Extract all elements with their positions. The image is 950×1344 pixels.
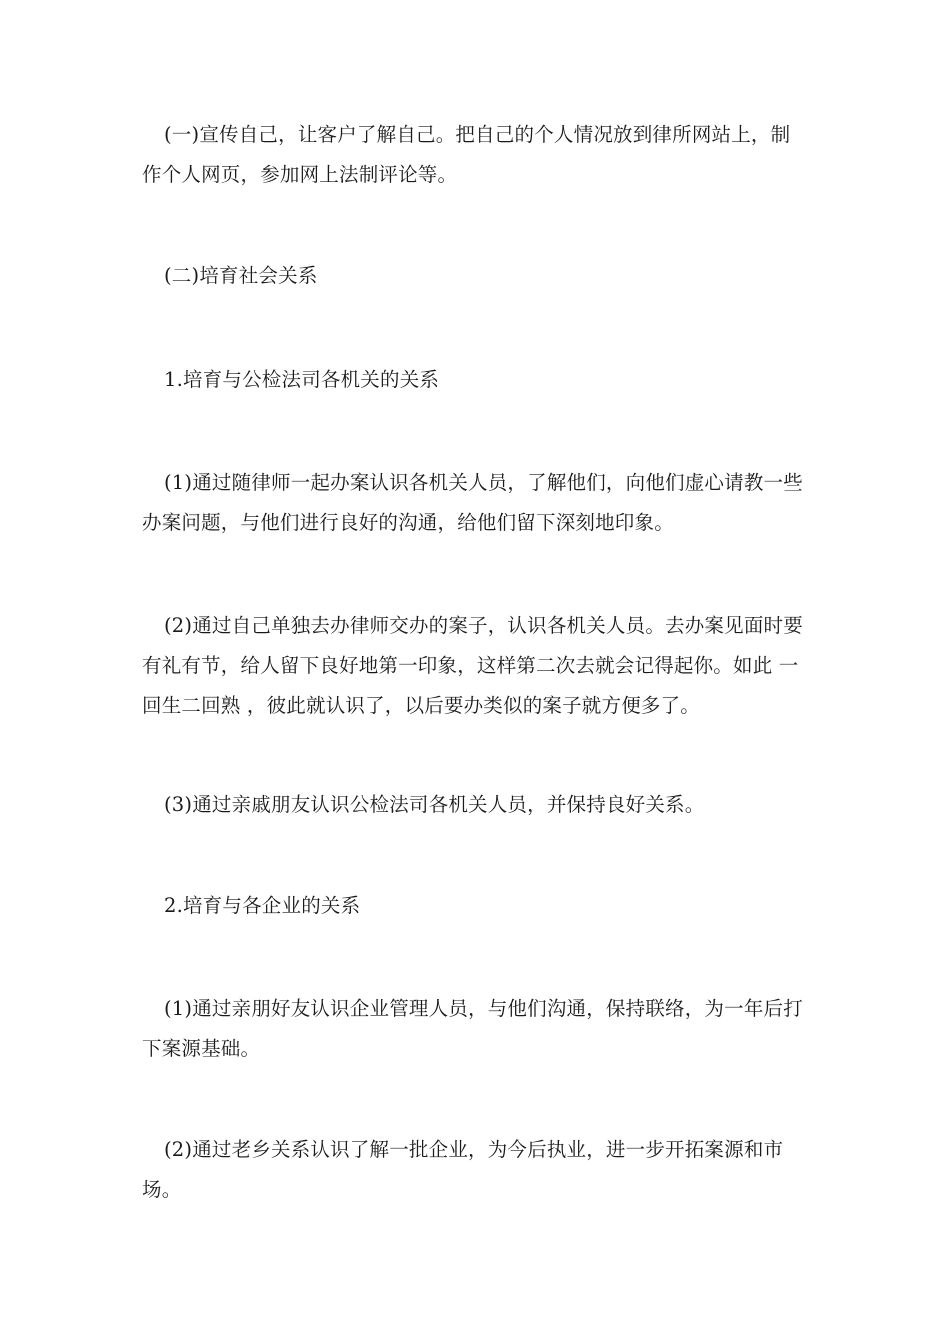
- paragraph-judicial-item-1: (1)通过随律师一起办案认识各机关人员，了解他们，向他们虚心请教一些办案问题，与他们进行良好的沟通，给他们留下深刻地印象。: [142, 471, 803, 534]
- subheading-judicial-relations: 1.培育与公检法司各机关的关系: [164, 368, 440, 391]
- paragraph-judicial-item-3: (3)通过亲戚朋友认识公检法司各机关人员，并保持良好关系。: [164, 793, 705, 816]
- heading-social-relations: (二)培育社会关系: [164, 264, 318, 287]
- subheading-enterprise-relations: 2.培育与各企业的关系: [164, 894, 361, 917]
- paragraph-self-promotion: (一)宣传自己，让客户了解自己。把自己的个人情况放到律所网站上，制作个人网页，参加网上法制评论等。: [142, 123, 791, 186]
- paragraph-enterprise-item-2: (2)通过老乡关系认识了解一批企业，为今后执业，进一步开拓案源和市场。: [142, 1138, 784, 1201]
- paragraph-judicial-item-2: (2)通过自己单独去办律师交办的案子，认识各机关人员。去办案见面时要有礼有节，给人留下良好地第一印象，这样第二次去就会记得起你。如此 一回生二回熟 ，彼此就认识了，以后要办类似的案子就方便多了。: [142, 614, 803, 717]
- paragraph-enterprise-item-1: (1)通过亲朋好友认识企业管理人员，与他们沟通，保持联络，为一年后打下案源基础。: [142, 997, 803, 1060]
